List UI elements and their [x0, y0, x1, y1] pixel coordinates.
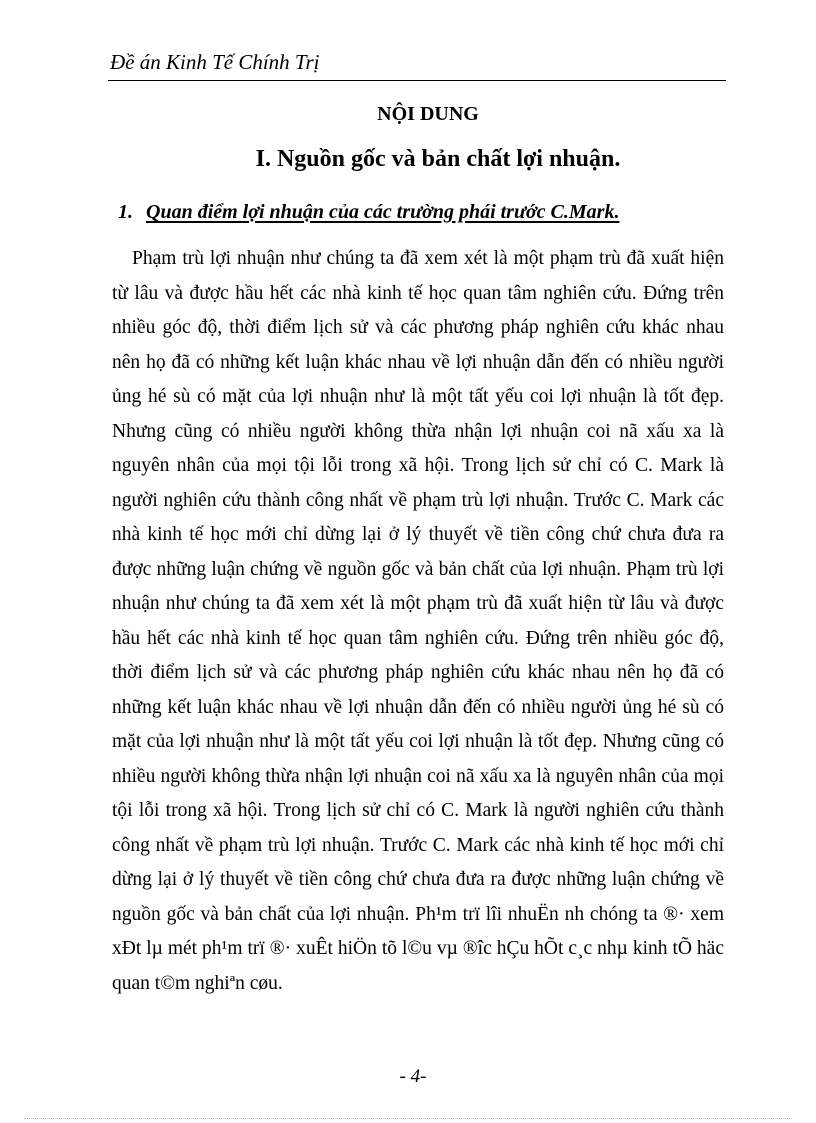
subsection-title: Quan điểm lợi nhuận của các trường phái trước C.Mark.: [146, 201, 620, 223]
page-number: - 4-: [399, 1066, 427, 1087]
body-paragraph-text: Phạm trù lợi nhuận như chúng ta đã xem xét là một phạm trù đã xuất hiện từ lâu và được hầu hết các nhà kinh tế học quan tâm nghiên cứu. Đứng trên nhiều góc độ, thời điểm lịch sử và các phương pháp nghiên cứu khác nhau nên họ đã có những kết luận khác nhau về lợi nhuận dẫn đến có nhiều người ủng hé sù có mặt của lợi nhuận như là một tất yếu coi lợi nhuận là tốt đẹp. Nhưng cũng có nhiều người không thừa nhận lợi nhuận coi nã xấu xa là nguyên nhân của mọi tội lỗi trong xã hội. Trong lịch sử chỉ có C. Mark là người nghiên cứu thành công nhất về phạm trù lợi nhuận. Trước C. Mark các nhà kinh tế học mới chỉ dừng lại ở lý thuyết về tiền công chứ chưa đưa ra được những luận chứng về nguồn gốc và bản chất của lợi nhuận. Phạm trù lợi nhuận như chúng ta đã xem xét là một phạm trù đã xuất hiện từ lâu và được hầu hết các nhà kinh tế học quan tâm nghiên cứu. Đứng trên nhiều góc độ, thời điểm lịch sử và các phương pháp nghiên cứu khác nhau nên họ đã có những kết luận khác nhau về lợi nhuận dẫn đến có nhiều người ủng hé sù có mặt của lợi nhuận như là một tất yếu coi lợi nhuận là tốt đẹp. Nhưng cũng có nhiều người không thừa nhận lợi nhuận coi nã xấu xa là nguyên nhân của mọi tội lỗi trong xã hội. Trong lịch sử chỉ có C. Mark là người nghiên cứu thành công nhất về phạm trù lợi nhuận. Trước C. Mark các nhà kinh tế học mới chỉ dừng lại ở lý thuyết về tiền công chứ chưa đưa ra được những luận chứng về nguồn gốc và bản chất của lợi nhuận. Ph¹m trï lîi nhuËn nh chóng ta ®· xem xÐt lµ mét ph¹m trï ®· xuÊt hiÖn tõ l©u vµ ®îc hÇu hÕt c¸c nhµ kinh tÕ häc quan t©m nghiªn cøu.: [112, 248, 724, 994]
running-header: Đề án Kinh Tế Chính Trị: [110, 50, 320, 74]
subsection-heading: [118, 201, 619, 224]
chapter-title: I. Nguồn gốc và bản chất lợi nhuận.: [255, 146, 621, 172]
section-heading: NỘI DUNG: [377, 103, 479, 125]
body-paragraph: [112, 242, 724, 1001]
subsection-number: 1.: [118, 201, 133, 223]
header-rule: [108, 80, 726, 81]
page-bottom-border: [24, 1118, 792, 1119]
